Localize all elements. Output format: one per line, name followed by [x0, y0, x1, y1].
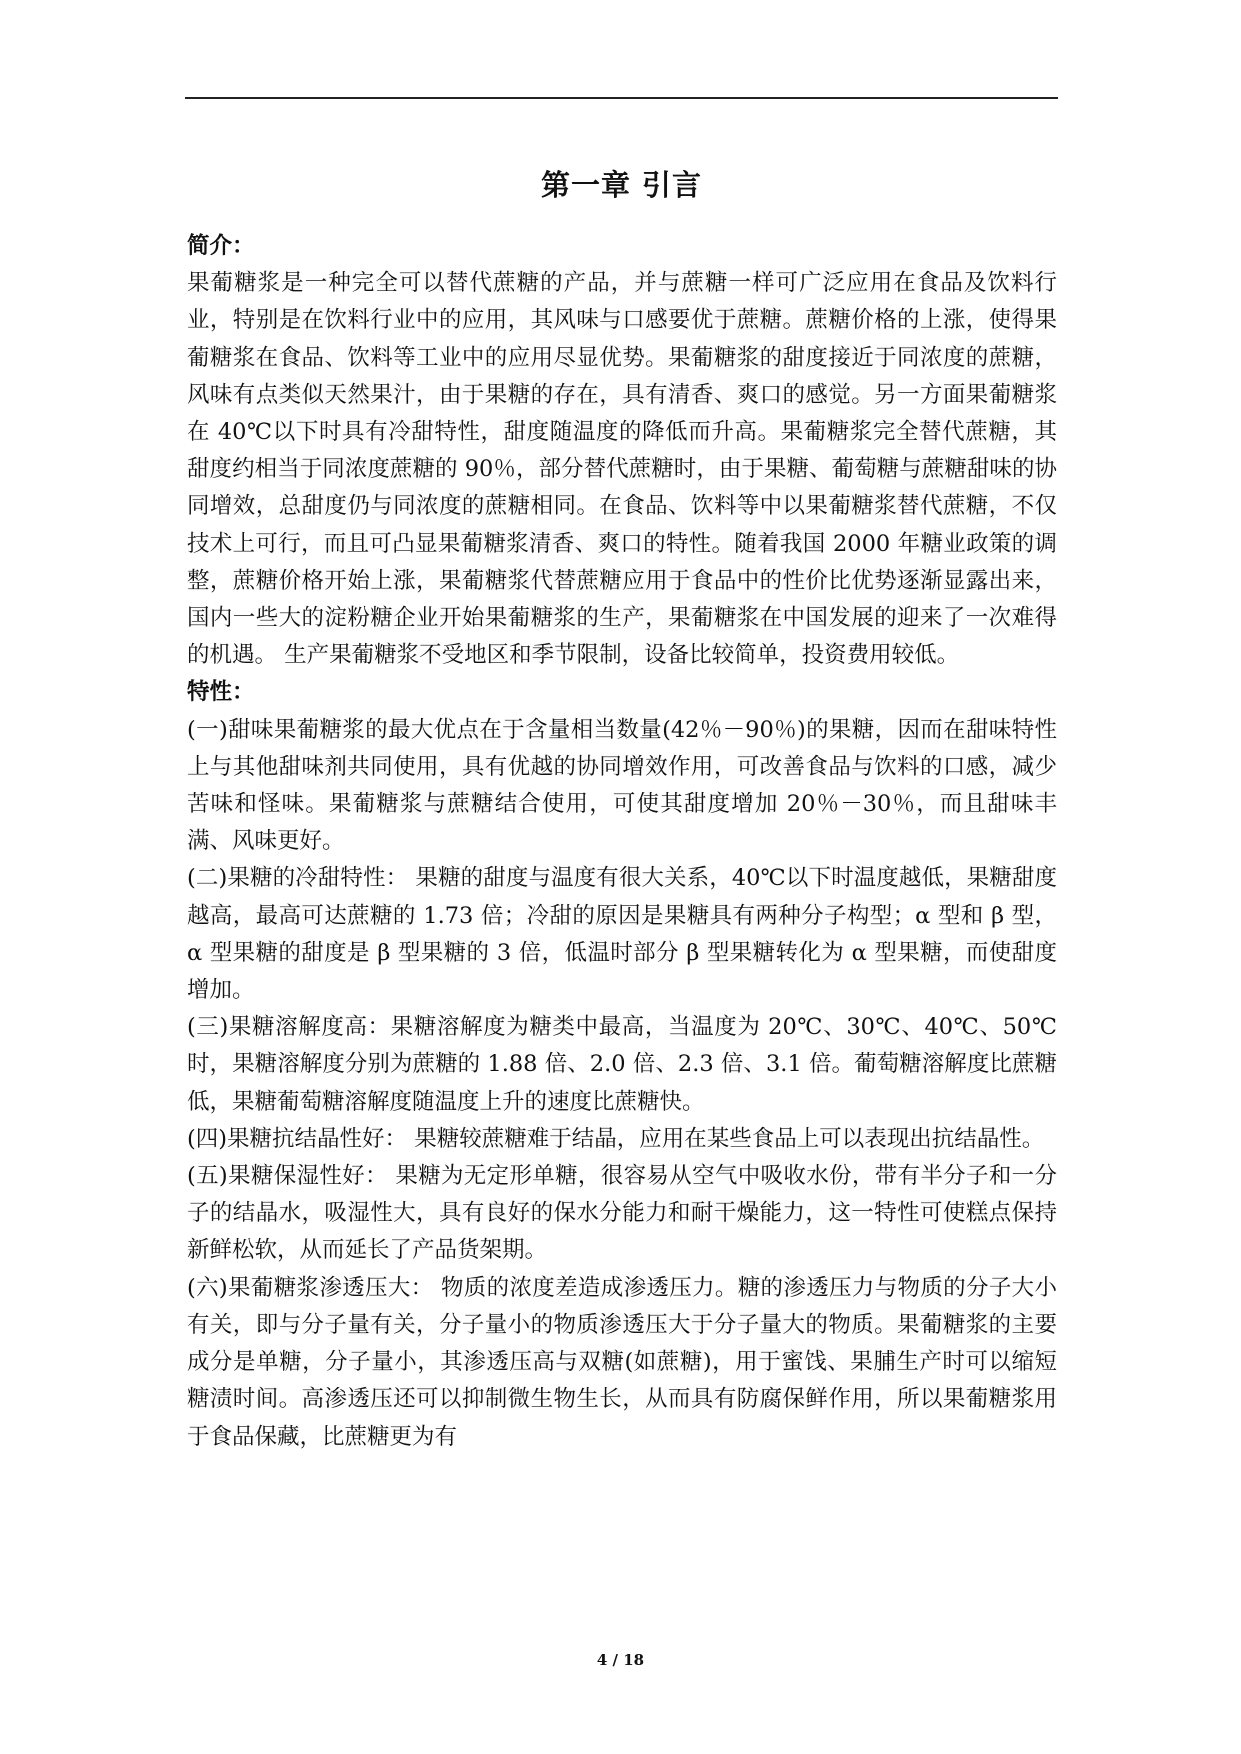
body-text	[187, 228, 1057, 1456]
properties-heading: 特性：	[187, 679, 255, 706]
chapter-title: 第一章 引言	[540, 168, 703, 202]
intro-heading: 简介：	[187, 233, 255, 259]
property-anti-crystallization: (四)果糖抗结晶性好： 果糖较蔗糖难于结晶，应用在某些食品上可以表现出抗结晶性。	[187, 1125, 1045, 1152]
property-sweetness: (一)甜味果葡糖浆的最大优点在于含量相当数量(42％－90％)的果糖，因而在甜味特性上与其他甜味剂共同使用，具有优越的协同增效作用，可改善食品与饮料的口感，减少苦味和怪味。果葡糖浆与蔗糖结合使用，可使其甜度增加 20％－30％，而且甜味丰满、风味更好。	[187, 716, 1057, 855]
property-solubility: (三)果糖溶解度高：果糖溶解度为糖类中最高，当温度为 20℃、30℃、40℃、50℃时，果糖溶解度分别为蔗糖的 1.88 倍、2.0 倍、2.3 倍、3.1 倍。葡萄糖溶解度比蔗糖低，果糖葡萄糖溶解度随温度上升的速度比蔗糖快。	[187, 1014, 1057, 1115]
property-moisture-retention: (五)果糖保湿性好： 果糖为无定形单糖，很容易从空气中吸收水份，带有半分子和一分子的结晶水，吸湿性大，具有良好的保水分能力和耐干燥能力，这一特性可使糕点保持新鲜松软，从而延长了产品货架期。	[187, 1163, 1057, 1264]
header-rule	[185, 97, 1058, 99]
intro-paragraph: 果葡糖浆是一种完全可以替代蔗糖的产品，并与蔗糖一样可广泛应用在食品及饮料行业，特别是在饮料行业中的应用，其风味与口感要优于蔗糖。蔗糖价格的上涨，使得果葡糖浆在食品、饮料等工业中的应用尽显优势。果葡糖浆的甜度接近于同浓度的蔗糖，风味有点类似天然果汁，由于果糖的存在，具有清香、爽口的感觉。另一方面果葡糖浆在 40℃以下时具有冷甜特性，甜度随温度的降低而升高。果葡糖浆完全替代蔗糖，其甜度约相当于同浓度蔗糖的 90％，部分替代蔗糖时，由于果糖、葡萄糖与蔗糖甜味的协同增效，总甜度仍与同浓度的蔗糖相同。在食品、饮料等中以果葡糖浆替代蔗糖，不仅技术上可行，而且可凸显果葡糖浆清香、爽口的特性。随着我国 2000 年糖业政策的调整，蔗糖价格开始上涨，果葡糖浆代替蔗糖应用于食品中的性价比优势逐渐显露出来，国内一些大的淀粉糖企业开始果葡糖浆的生产，果葡糖浆在中国发展的迎来了一次难得的机遇。 生产果葡糖浆不受地区和季节限制，设备比较简单，投资费用较低。	[187, 270, 1057, 669]
property-cold-sweet: (二)果糖的冷甜特性： 果糖的甜度与温度有很大关系，40℃以下时温度越低，果糖甜度越高，最高可达蔗糖的 1.73 倍；冷甜的原因是果糖具有两种分子构型；α 型和 β 型，α 型果糖的甜度是 β 型果糖的 3 倍，低温时部分 β 型果糖转化为 α 型果糖，而使甜度增加。	[187, 865, 1057, 1004]
property-osmotic-pressure: (六)果葡糖浆渗透压大： 物质的浓度差造成渗透压力。糖的渗透压力与物质的分子大小有关，即与分子量有关，分子量小的物质渗透压大于分子量大的物质。果葡糖浆的主要成分是单糖，分子量小，其渗透压高与双糖(如蔗糖)，用于蜜饯、果脯生产时可以缩短糖渍时间。高渗透压还可以抑制微生物生长，从而具有防腐保鲜作用，所以果葡糖浆用于食品保藏，比蔗糖更为有	[187, 1274, 1057, 1450]
page-number: 4 / 18	[596, 1651, 645, 1669]
